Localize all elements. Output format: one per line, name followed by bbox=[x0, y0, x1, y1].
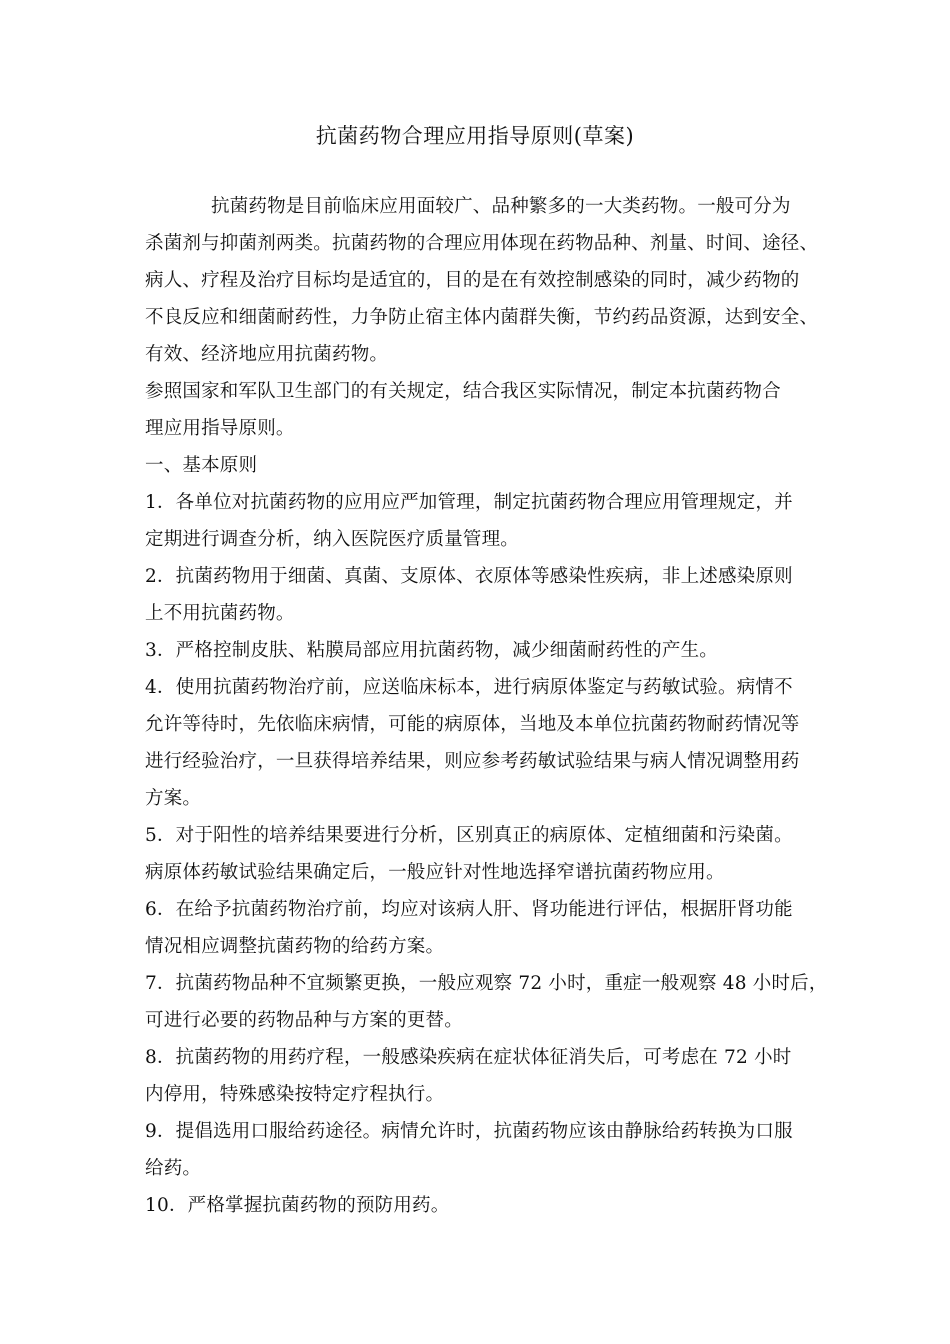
text-line: 病人、疗程及治疗目标均是适宜的，目的是在有效控制感染的同时，减少药物的 bbox=[145, 270, 800, 291]
text-line: 6．在给予抗菌药物治疗前，均应对该病人肝、肾功能进行评估，根据肝肾功能 bbox=[145, 899, 793, 920]
text-line: 病原体药敏试验结果确定后，一般应针对性地选择窄谱抗菌药物应用。 bbox=[145, 862, 725, 883]
document-title: 抗菌药物合理应用指导原则(草案) bbox=[315, 124, 635, 148]
document-body bbox=[145, 188, 828, 1224]
text-line: 1．各单位对抗菌药物的应用应严加管理，制定抗菌药物合理应用管理规定，并 bbox=[145, 492, 793, 513]
text-line: 给药。 bbox=[145, 1158, 202, 1179]
text-line: 定期进行调查分析，纳入医院医疗质量管理。 bbox=[145, 529, 520, 550]
text-line: 情况相应调整抗菌药物的给药方案。 bbox=[145, 936, 445, 957]
text-line: 3．严格控制皮肤、粘膜局部应用抗菌药物，减少细菌耐药性的产生。 bbox=[145, 640, 718, 661]
text-line: 2．抗菌药物用于细菌、真菌、支原体、衣原体等感染性疾病，非上述感染原则 bbox=[145, 566, 793, 587]
text-line: 可进行必要的药物品种与方案的更替。 bbox=[145, 1010, 463, 1031]
text-line: 4．使用抗菌药物治疗前，应送临床标本，进行病原体鉴定与药敏试验。病情不 bbox=[145, 677, 793, 698]
text-line: 抗菌药物是目前临床应用面较广、品种繁多的一大类药物。一般可分为 bbox=[211, 196, 791, 217]
section-heading: 一、基本原则 bbox=[145, 455, 258, 476]
text-line: 方案。 bbox=[145, 788, 202, 809]
text-line: 内停用，特殊感染按特定疗程执行。 bbox=[145, 1084, 445, 1105]
text-line: 不良反应和细菌耐药性，力争防止宿主体内菌群失衡，节约药品资源，达到安全、 bbox=[145, 307, 819, 328]
text-line: 杀菌剂与抑菌剂两类。抗菌药物的合理应用体现在药物品种、剂量、时间、途径、 bbox=[145, 233, 819, 254]
text-line: 有效、经济地应用抗菌药物。 bbox=[145, 344, 389, 365]
text-line: 允许等待时，先依临床病情，可能的病原体，当地及本单位抗菌药物耐药情况等 bbox=[145, 714, 800, 735]
text-line: 理应用指导原则。 bbox=[145, 418, 295, 439]
text-line: 进行经验治疗，一旦获得培养结果，则应参考药敏试验结果与病人情况调整用药 bbox=[145, 751, 800, 772]
text-line: 上不用抗菌药物。 bbox=[145, 603, 295, 624]
text-line: 参照国家和军队卫生部门的有关规定，结合我区实际情况，制定本抗菌药物合 bbox=[145, 381, 781, 402]
text-line: 9．提倡选用口服给药途径。病情允许时，抗菌药物应该由静脉给药转换为口服 bbox=[145, 1121, 793, 1142]
text-line: 10．严格掌握抗菌药物的预防用药。 bbox=[145, 1195, 450, 1216]
text-line: 7．抗菌药物品种不宜频繁更换，一般应观察 72 小时，重症一般观察 48 小时后， bbox=[145, 973, 828, 994]
text-line: 8．抗菌药物的用药疗程，一般感染疾病在症状体征消失后，可考虑在 72 小时 bbox=[145, 1047, 792, 1068]
text-line: 5．对于阳性的培养结果要进行分析，区别真正的病原体、定植细菌和污染菌。 bbox=[145, 825, 793, 846]
